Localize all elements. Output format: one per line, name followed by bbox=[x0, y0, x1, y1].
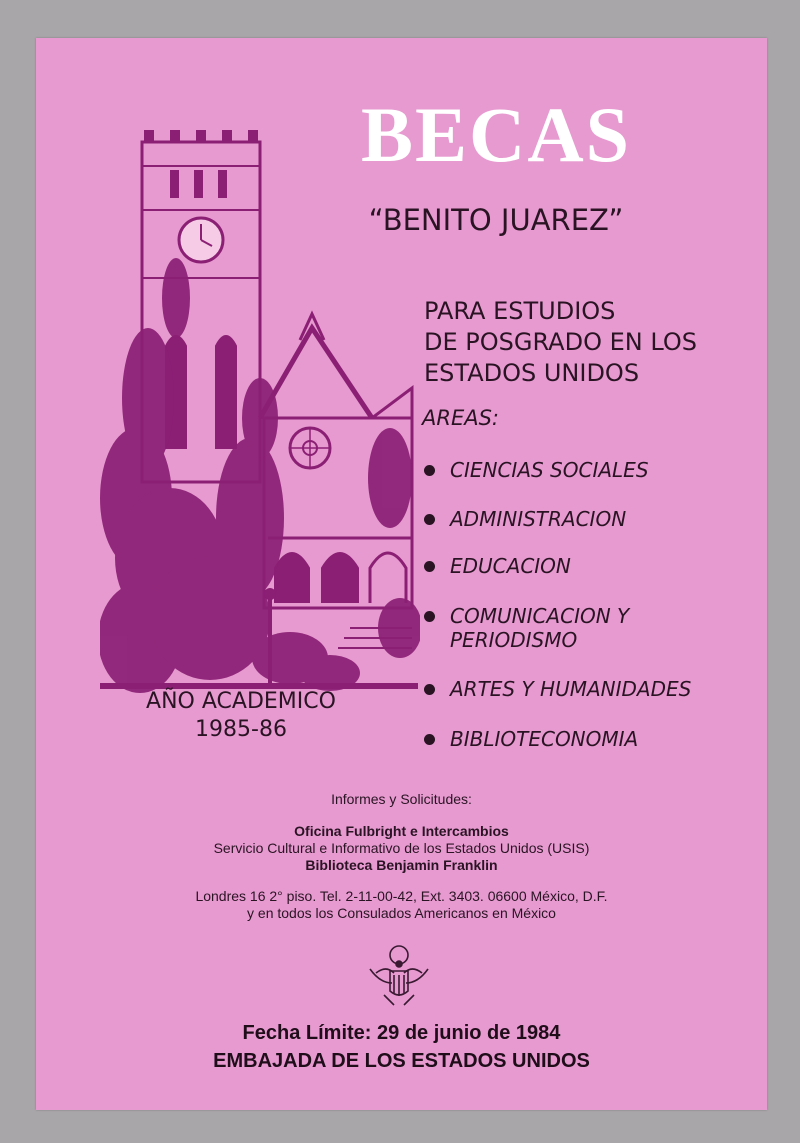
bullet-icon bbox=[424, 684, 435, 695]
purpose-line: PARA ESTUDIOS bbox=[424, 297, 616, 325]
area-label-continued: PERIODISMO bbox=[450, 628, 578, 652]
address: Londres 16 2° piso. Tel. 2-11-00-42, Ext. 3403. 06600 México, D.F. bbox=[195, 888, 608, 904]
areas-heading: AREAS: bbox=[422, 406, 499, 430]
bullet-icon bbox=[424, 465, 435, 476]
bullet-icon bbox=[424, 561, 435, 572]
academic-year-label: AÑO ACADEMICO bbox=[146, 689, 336, 714]
consulates: y en todos los Consulados Americanos en México bbox=[247, 905, 556, 921]
area-label: EDUCACION bbox=[450, 554, 571, 578]
service-name: Servicio Cultural e Informativo de los Estados Unidos (USIS) bbox=[213, 840, 590, 856]
scholarship-poster bbox=[36, 38, 767, 1110]
info-heading: Informes y Solicitudes: bbox=[331, 791, 472, 807]
us-great-seal-icon bbox=[368, 943, 430, 1011]
purpose-text bbox=[424, 296, 744, 389]
purpose-line: ESTADOS UNIDOS bbox=[424, 359, 640, 387]
area-label: ADMINISTRACION bbox=[450, 507, 627, 531]
library-name: Biblioteca Benjamin Franklin bbox=[305, 857, 498, 873]
office-name: Oficina Fulbright e Intercambios bbox=[294, 823, 509, 839]
embassy-name: EMBAJADA DE LOS ESTADOS UNIDOS bbox=[213, 1050, 590, 1072]
bullet-icon bbox=[424, 734, 435, 745]
bullet-icon bbox=[424, 611, 435, 622]
poster-title: BECAS bbox=[360, 91, 632, 178]
academic-year-value: 1985-86 bbox=[195, 717, 287, 742]
academic-year bbox=[118, 688, 364, 744]
bullet-icon bbox=[424, 514, 435, 525]
area-label: BIBLIOTECONOMIA bbox=[450, 727, 639, 751]
area-label: COMUNICACION Y bbox=[450, 604, 630, 628]
scholarship-name: “BENITO JUAREZ” bbox=[368, 203, 624, 237]
area-label: CIENCIAS SOCIALES bbox=[450, 458, 649, 482]
area-label: ARTES Y HUMANIDADES bbox=[450, 677, 692, 701]
deadline: Fecha Límite: 29 de junio de 1984 bbox=[242, 1022, 561, 1044]
purpose-line: DE POSGRADO EN LOS bbox=[424, 328, 697, 356]
